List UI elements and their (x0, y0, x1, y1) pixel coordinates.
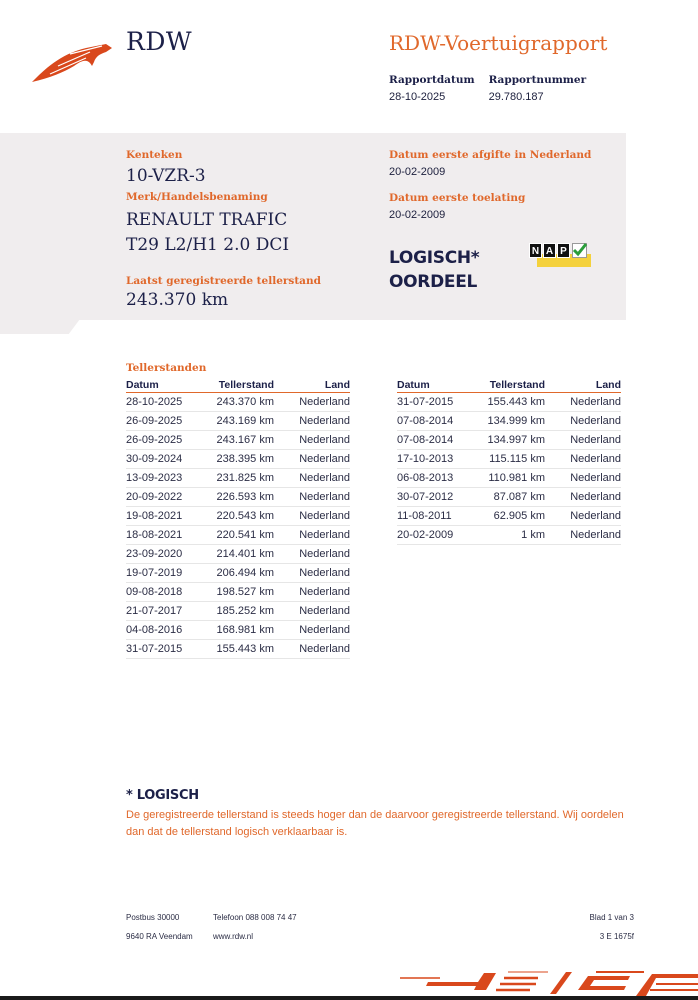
kenteken-value: 10-VZR-3 (126, 166, 206, 186)
table-row (397, 488, 621, 507)
table-row (126, 412, 350, 431)
cell-tellerstand: 231.825 km (216, 472, 274, 484)
cell-datum: 09-08-2018 (126, 586, 183, 598)
table-row (397, 412, 621, 431)
cell-tellerstand: 238.395 km (216, 453, 274, 465)
footer-page-info (590, 913, 634, 951)
cell-tellerstand: 243.167 km (216, 434, 274, 446)
cell-datum: 26-09-2025 (126, 415, 183, 427)
cell-datum: 21-07-2017 (126, 605, 183, 617)
tellerstanden-table-left (126, 379, 350, 659)
table-row (126, 526, 350, 545)
cell-datum: 26-09-2025 (126, 434, 183, 446)
cell-datum: 20-09-2022 (126, 491, 183, 503)
tellerstanden-table-right (397, 379, 621, 545)
cell-land: Nederland (299, 491, 350, 503)
nap-check-icon (572, 243, 587, 258)
footer-website: www.rdw.nl (213, 932, 254, 941)
nap-letter-n: N (529, 243, 542, 258)
cell-land: Nederland (570, 510, 621, 522)
table-row (126, 621, 350, 640)
col-tellerstand: Tellerstand (489, 379, 545, 391)
cell-land: Nederland (299, 586, 350, 598)
merk-line1: RENAULT TRAFIC (126, 210, 288, 230)
cell-datum: 06-08-2013 (397, 472, 454, 484)
tellerstand-value: 243.370 km (126, 290, 229, 310)
cell-tellerstand: 115.115 km (489, 453, 545, 465)
tellerstand-label: Laatst geregistreerde tellerstand (126, 275, 321, 287)
table-row (126, 469, 350, 488)
cell-land: Nederland (299, 605, 350, 617)
cell-tellerstand: 168.981 km (216, 624, 274, 636)
table-row (126, 450, 350, 469)
cell-datum: 23-09-2020 (126, 548, 183, 560)
cell-land: Nederland (570, 396, 621, 408)
nap-logo (529, 243, 591, 267)
table-row (126, 393, 350, 412)
cell-tellerstand: 134.999 km (487, 415, 545, 427)
report-date-label: Rapportdatum (389, 74, 475, 86)
cell-land: Nederland (299, 624, 350, 636)
cell-tellerstand: 155.443 km (487, 396, 545, 408)
cell-datum: 28-10-2025 (126, 396, 183, 408)
footer-document-code: 3 E 1675f (599, 932, 634, 941)
cell-datum: 31-07-2015 (397, 396, 454, 408)
cell-tellerstand: 155.443 km (216, 643, 274, 655)
oordeel-line1: LOGISCH* (389, 248, 480, 268)
table-row (397, 507, 621, 526)
merk-label: Merk/Handelsbenaming (126, 191, 268, 203)
report-date (389, 74, 475, 103)
table-header (397, 379, 621, 393)
logisch-note-text: De geregistreerde tellerstand is steeds hoger dan de daarvoor geregistreerde tellerstand. Wij oordelen dan dat de tellerstand logisch verklaarbaar is. (126, 809, 624, 838)
cell-datum: 30-09-2024 (126, 453, 183, 465)
col-land: Land (595, 379, 621, 391)
report-number (489, 74, 587, 103)
rdw-stripes-decoration-icon (400, 968, 698, 996)
nap-letter-a: A (543, 243, 556, 258)
report-meta (389, 74, 586, 103)
footer-city: 9640 RA Veendam (126, 932, 193, 941)
cell-tellerstand: 110.981 km (488, 472, 545, 484)
cell-datum: 20-02-2009 (397, 529, 454, 541)
cell-land: Nederland (570, 434, 621, 446)
cell-datum: 07-08-2014 (397, 415, 454, 427)
tellerstanden-title: Tellerstanden (126, 362, 207, 374)
cell-tellerstand: 87.087 km (493, 491, 545, 503)
cell-tellerstand: 134.997 km (487, 434, 545, 446)
table-row (126, 545, 350, 564)
cell-datum: 11-08-2011 (397, 510, 452, 522)
table-row (126, 602, 350, 621)
report-number-value: 29.780.187 (488, 91, 544, 103)
afgifte-label: Datum eerste afgifte in Nederland (389, 149, 592, 161)
rdw-feather-logo-icon (30, 40, 114, 86)
cell-land: Nederland (299, 567, 350, 579)
col-land: Land (324, 379, 350, 391)
brand-name: RDW (126, 27, 193, 56)
cell-datum: 30-07-2012 (397, 491, 454, 503)
cell-tellerstand: 220.543 km (216, 510, 274, 522)
table-row (126, 431, 350, 450)
oordeel-verdict (389, 246, 479, 294)
cell-land: Nederland (570, 529, 621, 541)
cell-tellerstand: 1 km (521, 529, 545, 541)
toelating-value: 20-02-2009 (389, 209, 446, 221)
report-date-value: 28-10-2025 (389, 91, 446, 103)
table-row (126, 488, 350, 507)
cell-tellerstand: 206.494 km (216, 567, 274, 579)
logisch-note-title: * LOGISCH (126, 788, 199, 803)
cell-tellerstand: 214.401 km (216, 548, 274, 560)
cell-tellerstand: 243.169 km (216, 415, 274, 427)
cell-datum: 31-07-2015 (126, 643, 183, 655)
cell-datum: 04-08-2016 (126, 624, 183, 636)
table-row (126, 640, 350, 659)
afgifte-value: 20-02-2009 (389, 166, 446, 178)
cell-tellerstand: 185.252 km (216, 605, 274, 617)
cell-land: Nederland (299, 548, 350, 560)
cell-land: Nederland (299, 453, 350, 465)
kenteken-label: Kenteken (126, 149, 183, 161)
table-row (397, 431, 621, 450)
cell-datum: 13-09-2023 (126, 472, 183, 484)
col-datum: Datum (397, 379, 430, 391)
col-tellerstand: Tellerstand (218, 379, 274, 391)
cell-land: Nederland (299, 643, 350, 655)
table-row (397, 450, 621, 469)
table-row (397, 526, 621, 545)
cell-datum: 19-08-2021 (126, 510, 183, 522)
footer-address (126, 913, 193, 951)
footer-contact (213, 913, 297, 951)
panel-notch (0, 319, 80, 334)
table-header (126, 379, 350, 393)
cell-tellerstand: 62.905 km (493, 510, 545, 522)
nap-letter-p: P (557, 243, 570, 258)
merk-line2: T29 L2/H1 2.0 DCI (126, 235, 290, 255)
oordeel-line2: OORDEEL (389, 272, 478, 292)
table-row (126, 583, 350, 602)
cell-land: Nederland (570, 472, 621, 484)
footer-phone: Telefoon 088 008 74 47 (213, 913, 297, 922)
cell-land: Nederland (299, 396, 350, 408)
table-row (126, 507, 350, 526)
report-number-label: Rapportnummer (488, 74, 587, 86)
toelating-label: Datum eerste toelating (389, 192, 526, 204)
table-row (126, 564, 350, 583)
cell-tellerstand: 220.541 km (216, 529, 274, 541)
cell-datum: 07-08-2014 (397, 434, 454, 446)
cell-datum: 17-10-2013 (397, 453, 454, 465)
footer-page-number: Blad 1 van 3 (589, 913, 634, 922)
cell-tellerstand: 243.370 km (216, 396, 274, 408)
cell-land: Nederland (299, 529, 350, 541)
cell-land: Nederland (299, 415, 350, 427)
cell-tellerstand: 198.527 km (216, 586, 274, 598)
footer-postbus: Postbus 30000 (126, 913, 180, 922)
page-bottom-edge (0, 996, 698, 1000)
cell-land: Nederland (570, 453, 621, 465)
report-title: RDW-Voertuigrapport (389, 31, 608, 55)
cell-land: Nederland (299, 510, 350, 522)
table-row (397, 393, 621, 412)
cell-land: Nederland (299, 472, 350, 484)
col-datum: Datum (126, 379, 159, 391)
cell-datum: 19-07-2019 (126, 567, 183, 579)
table-row (397, 469, 621, 488)
vehicle-summary-panel (0, 133, 626, 320)
cell-land: Nederland (570, 491, 621, 503)
cell-land: Nederland (299, 434, 350, 446)
cell-datum: 18-08-2021 (126, 529, 183, 541)
cell-tellerstand: 226.593 km (216, 491, 274, 503)
cell-land: Nederland (570, 415, 621, 427)
